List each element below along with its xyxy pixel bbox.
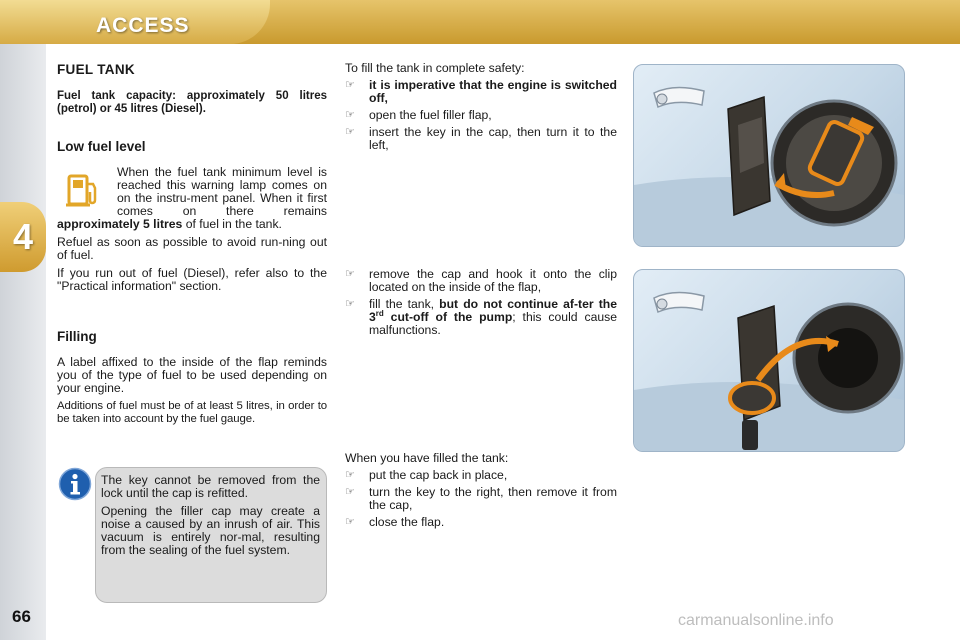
low-fuel-heading: Low fuel level bbox=[57, 139, 146, 154]
left-margin-strip bbox=[0, 0, 46, 640]
info-icon bbox=[58, 467, 92, 501]
left-column bbox=[57, 62, 327, 425]
filling-instructions bbox=[345, 268, 617, 341]
low-fuel-paragraph: When the fuel tank minimum level is reached this warning lamp comes on on the instru-ment panel. When it first comes on there remains approximately 5 litres of fuel in the tank. bbox=[57, 165, 327, 231]
filling-label-paragraph: A label affixed to the inside of the flap reminds you of the type of fuel to be used depending on your engine. bbox=[57, 355, 327, 395]
after-filling-instructions bbox=[345, 452, 617, 533]
after-bullet-cap-back: ☞ put the cap back in place, bbox=[345, 468, 508, 482]
fuel-pump-icon bbox=[63, 170, 103, 210]
low-fuel-diesel-note: If you run out of fuel (Diesel), refer also to the "Practical information" section. bbox=[57, 266, 327, 293]
after-lead: When you have filled the tank: bbox=[345, 451, 509, 465]
low-fuel-refuel-advice: Refuel as soon as possible to avoid run-ning out of fuel. bbox=[57, 235, 327, 262]
filling-section bbox=[57, 329, 327, 426]
fuel-tank-capacity: Fuel tank capacity: approximately 50 litres (petrol) or 45 litres (Diesel). bbox=[57, 90, 327, 115]
fuel-tank-heading: FUEL TANK bbox=[57, 62, 135, 77]
safety-instructions bbox=[345, 62, 617, 156]
illustration-open-cap bbox=[633, 64, 905, 247]
safety-bullet-engine-off: ☞ it is imperative that the engine is switched off, bbox=[345, 78, 617, 105]
filling-heading: Filling bbox=[57, 329, 97, 344]
safety-lead: To fill the tank in complete safety: bbox=[345, 61, 525, 75]
watermark: carmanualsonline.info bbox=[678, 612, 834, 629]
safety-bullet-open-flap: ☞ open the fuel filler flap, bbox=[345, 108, 492, 122]
pointing-hand-icon: ☞ bbox=[345, 126, 355, 138]
section-title: ACCESS bbox=[96, 14, 190, 37]
after-bullet-turn-key: ☞ turn the key to the right, then remove it from the cap, bbox=[345, 485, 617, 512]
pointing-hand-icon: ☞ bbox=[345, 79, 355, 91]
pointing-hand-icon: ☞ bbox=[345, 298, 355, 310]
safety-bullet-remove-cap: ☞ remove the cap and hook it onto the clip located on the inside of the flap, bbox=[345, 267, 617, 294]
pointing-hand-icon: ☞ bbox=[345, 516, 355, 528]
pointing-hand-icon: ☞ bbox=[345, 268, 355, 280]
info-box bbox=[95, 467, 327, 603]
safety-bullet-fill-tank: ☞ fill the tank, but do not continue af-ter the 3rd cut-off of the pump; this could cause malfunctions. bbox=[345, 297, 617, 337]
page-number: 66 bbox=[12, 607, 31, 626]
low-fuel-section bbox=[57, 139, 327, 298]
fuel-cap-hook-illustration bbox=[634, 270, 904, 451]
chapter-tab[interactable] bbox=[0, 202, 46, 272]
pointing-hand-icon: ☞ bbox=[345, 486, 355, 498]
after-bullet-close-flap: ☞ close the flap. bbox=[345, 515, 445, 529]
pointing-hand-icon: ☞ bbox=[345, 469, 355, 481]
safety-bullet-insert-key: ☞ insert the key in the cap, then turn it to the left, bbox=[345, 125, 617, 152]
chapter-number: 4 bbox=[12, 216, 34, 257]
illustration-cap-on-clip bbox=[633, 269, 905, 452]
info-noise-note: Opening the filler cap may create a noise a caused by an inrush of air. This vacuum is entirely nor-mal, resulting from the sealing of the fuel system. bbox=[101, 504, 320, 557]
pointing-hand-icon: ☞ bbox=[345, 109, 355, 121]
filling-minimum-paragraph: Additions of fuel must be of at least 5 litres, in order to be taken into account by the fuel gauge. bbox=[57, 400, 327, 425]
info-key-note: The key cannot be removed from the lock until the cap is refitted. bbox=[101, 473, 320, 500]
fuel-flap-key-illustration bbox=[634, 65, 904, 246]
